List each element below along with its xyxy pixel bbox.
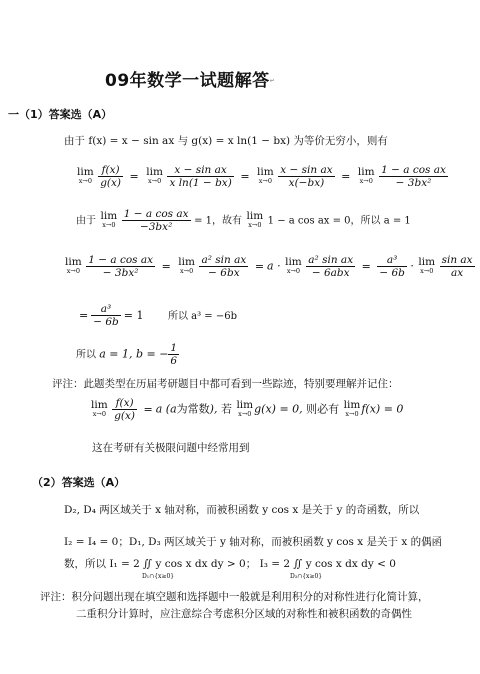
s1-line3b: 所以 a³ = −6b [167,310,238,322]
integral-subscript-1: D₁∩{x≥0} [142,573,175,580]
section2-heading: （2）答案选（A） [32,476,126,489]
s1-line3: = $\frac{\text{a³}}{- 6b}$ = 1 所以 a³ = −6b [79,303,238,329]
comment-label: 评注： [52,378,84,390]
s1-equation1: lim x→0 $\frac{f(x)}{g(x)}$ = lim x→0 $\frac{\text{x − sin ax}}{\text{x ln(1 − bx)}}$ = lim x→0 $\frac{\text{x − sin ax}}{x(-bx)}$ = lim x→0 $\frac{\text{1 − a cos ax}}{\text{− 3bx²}}$ [77,164,446,190]
s1-line1: 由于 f(x) = x − sin ax 与 g(x) = x ln(1 − bx) 为等价无穷小，则有 [64,135,388,147]
s1-comment-equation: lim x→0 $\frac{f(x)}{g(x)}$ = a (a为常数), 若 lim x→0 g(x) = 0, 则必有 lim x→0 f(x) = 0 [91,397,404,423]
fraction: $\frac{f(x)}{g(x)}$ [100,164,122,190]
s2-comment2: 二重积分计算时，应注意综合考虑积分区域的对称性和被积函数的奇偶性 [76,608,412,620]
page-title [105,66,275,91]
s2-comment1: 评注：积分问题出现在填空题和选择题中一般就是利用积分的对称性进行化简计算， [40,591,429,603]
s2-line2: I₂ = I₄ = 0；D₁, D₃ 两区域关于 y 轴对称，而被积函数 y cos x 是关于 x 的偶函 [64,536,443,548]
s2-line3: 数，所以 I₁ = 2 ∬ y cos x dx dy > 0； I₃ = 2 ∬ y cos x dx dy < 0 [64,558,396,570]
comment-label: 评注： [40,591,72,603]
s2-line1: D₂, D₄ 两区域关于 x 轴对称，而被积函数 y cos x 是关于 y 的奇函数，所以 [64,504,420,516]
s1-comment2: 这在考研有关极限问题中经常用到 [92,442,250,454]
paragraph-mark: ↵ [269,77,276,85]
s1-line2: 由于 lim x→0 $\frac{\text{1 − a cos ax}}{\text{−3bx²}}$ = 1，故有 lim x→0 1 − a cos ax = 0，所以 a = 1 [76,208,411,234]
integral-subscript-3: D₃∩{x≥0} [290,573,323,580]
s1-line4: 所以 a = 1, b = − $\frac{1}{6}$ [76,342,178,368]
section1-heading: 一（1）答案选（A） [8,108,113,121]
title-text: 09年数学一试题解答 [105,71,270,91]
s1-equation2: lim x→0 $\frac{\text{1 − a cos ax}}{\text{− 3bx²}}$ = lim x→0 $\frac{\text{a² sin ax}}{- 6bx}$ = a · lim x→0 $\frac{\text{a² sin ax}}{\text{− 6abx}}$ = $\frac{\text{a³}}{- 6b}$ · lim x→0 $\frac{\text{sin ax}}{ax}$ [65,254,473,280]
lim-operator: lim x→0 [77,166,94,186]
s1-comment: 评注：此题类型在历届考研题目中都可看到一些踪迹，特别要理解并记住： [52,378,399,390]
